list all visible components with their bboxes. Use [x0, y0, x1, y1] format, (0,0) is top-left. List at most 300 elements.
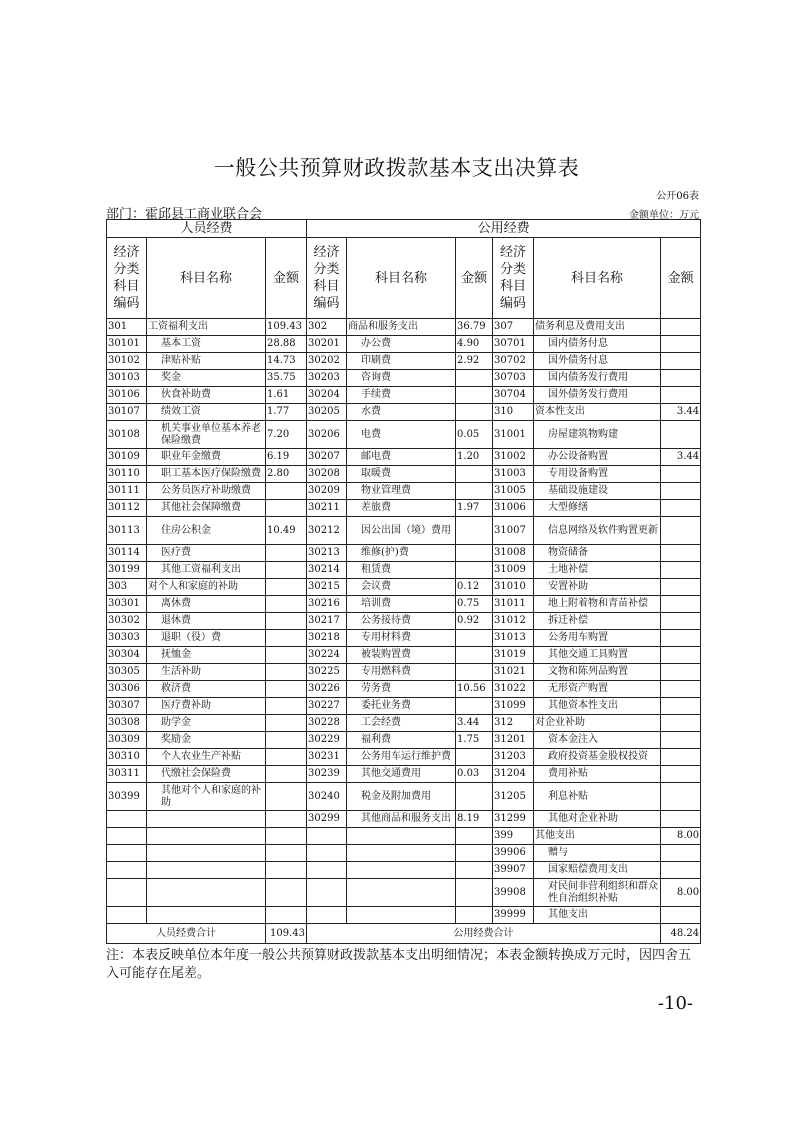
name-cell: 其他社会保障缴费 [147, 500, 266, 517]
code-cell: 30101 [107, 336, 147, 353]
table-row [107, 579, 701, 596]
table-row [107, 336, 701, 353]
name-cell: 职业年金缴费 [147, 449, 266, 466]
code-cell: 30225 [307, 664, 347, 681]
table-row [107, 862, 701, 879]
name-cell: 咨询费 [347, 370, 456, 387]
name-cell: 维修(护)费 [347, 545, 456, 562]
amount-cell [456, 370, 493, 387]
header-code: 经济分类科目编码 [307, 238, 347, 319]
name-cell: 劳务费 [347, 681, 456, 698]
header-name: 科目名称 [347, 238, 456, 319]
amount-cell: 10.49 [266, 517, 307, 545]
code-cell: 31019 [493, 647, 534, 664]
code-cell: 30217 [307, 613, 347, 630]
name-cell [147, 845, 266, 862]
name-cell: 国外债务发行费用 [534, 387, 661, 404]
name-cell: 退职（役）费 [147, 630, 266, 647]
amount-cell [266, 483, 307, 500]
name-cell: 委托业务费 [347, 698, 456, 715]
code-cell: 30701 [493, 336, 534, 353]
code-cell: 30109 [107, 449, 147, 466]
amount-cell [266, 647, 307, 664]
amount-cell [661, 466, 701, 483]
amount-cell [266, 828, 307, 845]
code-cell: 31203 [493, 749, 534, 766]
header-amount: 金额 [661, 238, 701, 319]
header-code: 经济分类科目编码 [493, 238, 534, 319]
amount-cell: 36.79 [456, 319, 493, 336]
amount-cell [266, 698, 307, 715]
name-cell: 利息补贴 [534, 783, 661, 811]
name-cell: 救济费 [147, 681, 266, 698]
name-cell: 基本工资 [147, 336, 266, 353]
code-cell: 30702 [493, 353, 534, 370]
code-cell: 30215 [307, 579, 347, 596]
amount-cell [661, 664, 701, 681]
amount-cell [661, 370, 701, 387]
table-row [107, 732, 701, 749]
name-cell: 离休费 [147, 596, 266, 613]
code-cell: 30114 [107, 545, 147, 562]
name-cell: 医疗费 [147, 545, 266, 562]
code-cell: 30218 [307, 630, 347, 647]
amount-cell: 0.05 [456, 421, 493, 449]
amount-cell [456, 698, 493, 715]
code-cell: 31009 [493, 562, 534, 579]
code-cell: 30303 [107, 630, 147, 647]
name-cell [147, 907, 266, 924]
name-cell: 对民间非营利组织和群众性自治组织补贴 [534, 879, 661, 907]
name-cell: 津贴补贴 [147, 353, 266, 370]
footnote: 注：本表反映单位本年度一般公共预算财政拨款基本支出明细情况；本表金额转换成万元时，因四舍五入可能存在尾差。 [106, 948, 692, 981]
name-cell: 职工基本医疗保险缴费 [147, 466, 266, 483]
name-cell: 无形资产购置 [534, 681, 661, 698]
amount-cell [661, 483, 701, 500]
table-row [107, 845, 701, 862]
code-cell: 30226 [307, 681, 347, 698]
code-cell: 30110 [107, 466, 147, 483]
amount-cell [661, 681, 701, 698]
table-row [107, 879, 701, 907]
amount-cell: 7.20 [266, 421, 307, 449]
amount-cell [266, 545, 307, 562]
code-cell: 30203 [307, 370, 347, 387]
amount-cell [266, 715, 307, 732]
code-cell: 31201 [493, 732, 534, 749]
name-cell: 大型修缮 [534, 500, 661, 517]
code-cell: 30214 [307, 562, 347, 579]
table-row [107, 811, 701, 828]
code-cell: 30103 [107, 370, 147, 387]
amount-cell: 2.92 [456, 353, 493, 370]
amount-cell [266, 562, 307, 579]
code-cell: 30199 [107, 562, 147, 579]
code-cell: 30310 [107, 749, 147, 766]
amount-cell: 0.03 [456, 766, 493, 783]
name-cell: 抚恤金 [147, 647, 266, 664]
code-cell: 30302 [107, 613, 147, 630]
code-cell: 31008 [493, 545, 534, 562]
name-cell: 会议费 [347, 579, 456, 596]
amount-cell: 0.12 [456, 579, 493, 596]
code-cell: 31204 [493, 766, 534, 783]
name-cell: 物资储备 [534, 545, 661, 562]
name-cell: 工资福利支出 [147, 319, 266, 336]
code-cell [107, 879, 147, 907]
name-cell [147, 879, 266, 907]
name-cell: 国内债务付息 [534, 336, 661, 353]
name-cell: 地上附着物和青苗补偿 [534, 596, 661, 613]
amount-unit: 金额单位：万元 [629, 210, 699, 221]
name-cell [147, 862, 266, 879]
code-cell: 30309 [107, 732, 147, 749]
amount-cell [661, 907, 701, 924]
code-cell: 31010 [493, 579, 534, 596]
code-cell: 31205 [493, 783, 534, 811]
name-cell: 工会经费 [347, 715, 456, 732]
name-cell: 退休费 [147, 613, 266, 630]
code-cell: 31006 [493, 500, 534, 517]
code-cell: 31021 [493, 664, 534, 681]
name-cell: 物业管理费 [347, 483, 456, 500]
amount-cell [661, 862, 701, 879]
code-cell: 30202 [307, 353, 347, 370]
code-cell: 30107 [107, 404, 147, 421]
name-cell: 办公设备购置 [534, 449, 661, 466]
amount-cell [661, 596, 701, 613]
table-row [107, 613, 701, 630]
code-cell: 30201 [307, 336, 347, 353]
name-cell: 税金及附加费用 [347, 783, 456, 811]
amount-cell [456, 647, 493, 664]
amount-cell: 8.19 [456, 811, 493, 828]
amount-cell [661, 336, 701, 353]
table-row [107, 749, 701, 766]
header-name: 科目名称 [147, 238, 266, 319]
name-cell [347, 828, 456, 845]
amount-cell [456, 828, 493, 845]
name-cell: 助学金 [147, 715, 266, 732]
header-amount: 金额 [266, 238, 307, 319]
table-row [107, 630, 701, 647]
name-cell: 奖励金 [147, 732, 266, 749]
amount-cell: 3.44 [661, 449, 701, 466]
amount-cell [456, 664, 493, 681]
name-cell: 被装购置费 [347, 647, 456, 664]
amount-cell [456, 545, 493, 562]
table-row [107, 783, 701, 811]
amount-cell [456, 404, 493, 421]
code-cell: 30305 [107, 664, 147, 681]
table-row [107, 500, 701, 517]
column-header-row [107, 238, 701, 319]
code-cell: 30307 [107, 698, 147, 715]
name-cell: 资本性支出 [534, 404, 661, 421]
amount-cell: 35.75 [266, 370, 307, 387]
code-cell: 30102 [107, 353, 147, 370]
name-cell: 文物和陈列品购置 [534, 664, 661, 681]
expenditure-table [106, 219, 701, 944]
table-row [107, 596, 701, 613]
table-row [107, 517, 701, 545]
name-cell: 政府投资基金股权投资 [534, 749, 661, 766]
amount-cell: 109.43 [266, 319, 307, 336]
name-cell: 办公费 [347, 336, 456, 353]
code-cell: 30213 [307, 545, 347, 562]
code-cell: 399 [493, 828, 534, 845]
amount-cell [661, 630, 701, 647]
amount-cell: 4.90 [456, 336, 493, 353]
table-row [107, 404, 701, 421]
code-cell: 30299 [307, 811, 347, 828]
name-cell: 差旅费 [347, 500, 456, 517]
department-label: 部门：霍邱县工商业联合会 [106, 207, 263, 222]
amount-cell [661, 579, 701, 596]
code-cell: 31003 [493, 466, 534, 483]
amount-cell [456, 466, 493, 483]
code-cell: 30304 [107, 647, 147, 664]
code-cell: 30212 [307, 517, 347, 545]
amount-cell [456, 845, 493, 862]
code-cell: 30704 [493, 387, 534, 404]
amount-cell [661, 845, 701, 862]
amount-cell: 1.97 [456, 500, 493, 517]
code-cell: 30204 [307, 387, 347, 404]
name-cell: 水费 [347, 404, 456, 421]
name-cell: 专用材料费 [347, 630, 456, 647]
code-cell [307, 862, 347, 879]
totals-row [107, 924, 701, 944]
amount-cell: 3.44 [661, 404, 701, 421]
code-cell: 30301 [107, 596, 147, 613]
name-cell: 其他支出 [534, 828, 661, 845]
amount-cell [661, 500, 701, 517]
amount-cell [661, 613, 701, 630]
name-cell: 国家赔偿费用支出 [534, 862, 661, 879]
code-cell [307, 879, 347, 907]
code-cell: 31299 [493, 811, 534, 828]
name-cell: 租赁费 [347, 562, 456, 579]
name-cell [147, 811, 266, 828]
amount-cell: 2.80 [266, 466, 307, 483]
name-cell: 代缴社会保险费 [147, 766, 266, 783]
code-cell: 39999 [493, 907, 534, 924]
code-cell: 30216 [307, 596, 347, 613]
name-cell: 伙食补助费 [147, 387, 266, 404]
name-cell: 赠与 [534, 845, 661, 862]
amount-cell [456, 862, 493, 879]
table-row [107, 647, 701, 664]
table-row [107, 907, 701, 924]
amount-cell [266, 811, 307, 828]
code-cell: 30111 [107, 483, 147, 500]
amount-cell [266, 783, 307, 811]
name-cell: 其他交通工具购置 [534, 647, 661, 664]
table-row [107, 664, 701, 681]
code-cell: 30306 [107, 681, 147, 698]
name-cell: 其他对企业补助 [534, 811, 661, 828]
code-cell: 30106 [107, 387, 147, 404]
amount-cell [661, 517, 701, 545]
name-cell: 对个人和家庭的补助 [147, 579, 266, 596]
code-cell: 30227 [307, 698, 347, 715]
page-number: -10- [657, 993, 693, 1014]
amount-cell [266, 845, 307, 862]
amount-cell: 10.56 [456, 681, 493, 698]
name-cell: 国外债务付息 [534, 353, 661, 370]
amount-cell: 0.75 [456, 596, 493, 613]
name-cell [347, 862, 456, 879]
code-cell: 30207 [307, 449, 347, 466]
code-cell [107, 862, 147, 879]
amount-cell [661, 353, 701, 370]
public-total-label: 公用经费合计 [307, 924, 661, 944]
code-cell: 39906 [493, 845, 534, 862]
amount-cell [456, 749, 493, 766]
amount-cell [456, 562, 493, 579]
amount-cell [266, 579, 307, 596]
table-row [107, 715, 701, 732]
name-cell: 安置补助 [534, 579, 661, 596]
table-row [107, 353, 701, 370]
name-cell: 机关事业单位基本养老保险缴费 [147, 421, 266, 449]
name-cell: 奖金 [147, 370, 266, 387]
name-cell: 对企业补助 [534, 715, 661, 732]
name-cell: 其他交通费用 [347, 766, 456, 783]
amount-cell [661, 811, 701, 828]
name-cell: 其他对个人和家庭的补助 [147, 783, 266, 811]
table-row [107, 681, 701, 698]
amount-cell [456, 387, 493, 404]
amount-cell: 0.92 [456, 613, 493, 630]
table-row [107, 483, 701, 500]
amount-cell: 3.44 [456, 715, 493, 732]
name-cell: 住房公积金 [147, 517, 266, 545]
code-cell: 31099 [493, 698, 534, 715]
amount-cell [661, 545, 701, 562]
name-cell: 其他商品和服务支出 [347, 811, 456, 828]
amount-cell [456, 630, 493, 647]
code-cell: 30108 [107, 421, 147, 449]
code-cell: 30240 [307, 783, 347, 811]
table-row [107, 319, 701, 336]
code-cell: 31005 [493, 483, 534, 500]
amount-cell: 14.73 [266, 353, 307, 370]
amount-cell [661, 319, 701, 336]
name-cell: 手续费 [347, 387, 456, 404]
code-cell [307, 907, 347, 924]
personnel-total-label: 人员经费合计 [107, 924, 266, 944]
code-cell: 30112 [107, 500, 147, 517]
name-cell: 电费 [347, 421, 456, 449]
code-cell: 31012 [493, 613, 534, 630]
amount-cell [661, 783, 701, 811]
table-row [107, 698, 701, 715]
name-cell: 绩效工资 [147, 404, 266, 421]
code-cell: 30113 [107, 517, 147, 545]
amount-cell [266, 749, 307, 766]
code-cell: 30703 [493, 370, 534, 387]
group-public: 公用经费 [307, 220, 701, 238]
name-cell [347, 845, 456, 862]
code-cell: 302 [307, 319, 347, 336]
name-cell: 公务用车购置 [534, 630, 661, 647]
amount-cell [661, 698, 701, 715]
code-cell [307, 845, 347, 862]
amount-cell: 1.75 [456, 732, 493, 749]
name-cell [147, 828, 266, 845]
code-cell [307, 828, 347, 845]
amount-cell [456, 879, 493, 907]
amount-cell: 6.19 [266, 449, 307, 466]
table-row [107, 766, 701, 783]
name-cell: 费用补贴 [534, 766, 661, 783]
table-row [107, 370, 701, 387]
amount-cell [266, 500, 307, 517]
name-cell: 资本金注入 [534, 732, 661, 749]
name-cell: 基础设施建设 [534, 483, 661, 500]
group-personnel: 人员经费 [107, 220, 307, 238]
amount-cell [661, 421, 701, 449]
name-cell: 拆迁补偿 [534, 613, 661, 630]
code-cell: 39907 [493, 862, 534, 879]
code-cell: 30211 [307, 500, 347, 517]
name-cell: 其他资本性支出 [534, 698, 661, 715]
code-cell: 30399 [107, 783, 147, 811]
code-cell [107, 845, 147, 862]
code-cell: 312 [493, 715, 534, 732]
amount-cell [266, 613, 307, 630]
code-cell: 30205 [307, 404, 347, 421]
amount-cell: 1.61 [266, 387, 307, 404]
code-cell [107, 811, 147, 828]
code-cell: 301 [107, 319, 147, 336]
code-cell: 30229 [307, 732, 347, 749]
code-cell: 310 [493, 404, 534, 421]
header-code: 经济分类科目编码 [107, 238, 147, 319]
code-cell: 30206 [307, 421, 347, 449]
amount-cell: 1.20 [456, 449, 493, 466]
code-cell: 30239 [307, 766, 347, 783]
amount-cell [456, 517, 493, 545]
amount-cell [266, 630, 307, 647]
name-cell: 专用燃料费 [347, 664, 456, 681]
amount-cell [266, 907, 307, 924]
name-cell: 医疗费补助 [147, 698, 266, 715]
name-cell: 土地补偿 [534, 562, 661, 579]
code-cell: 31001 [493, 421, 534, 449]
table-row [107, 466, 701, 483]
amount-cell [661, 387, 701, 404]
code-cell [107, 828, 147, 845]
name-cell: 取暖费 [347, 466, 456, 483]
page-title: 一般公共预算财政拨款基本支出决算表 [213, 156, 580, 180]
personnel-total-value: 109.43 [266, 924, 307, 944]
amount-cell: 28.88 [266, 336, 307, 353]
amount-cell [266, 681, 307, 698]
amount-cell [661, 766, 701, 783]
amount-cell [661, 732, 701, 749]
public-total-value: 48.24 [661, 924, 701, 944]
header-name: 科目名称 [534, 238, 661, 319]
amount-cell [661, 715, 701, 732]
name-cell: 房屋建筑物购建 [534, 421, 661, 449]
name-cell: 邮电费 [347, 449, 456, 466]
code-cell: 303 [107, 579, 147, 596]
amount-cell [661, 647, 701, 664]
name-cell: 国内债务发行费用 [534, 370, 661, 387]
